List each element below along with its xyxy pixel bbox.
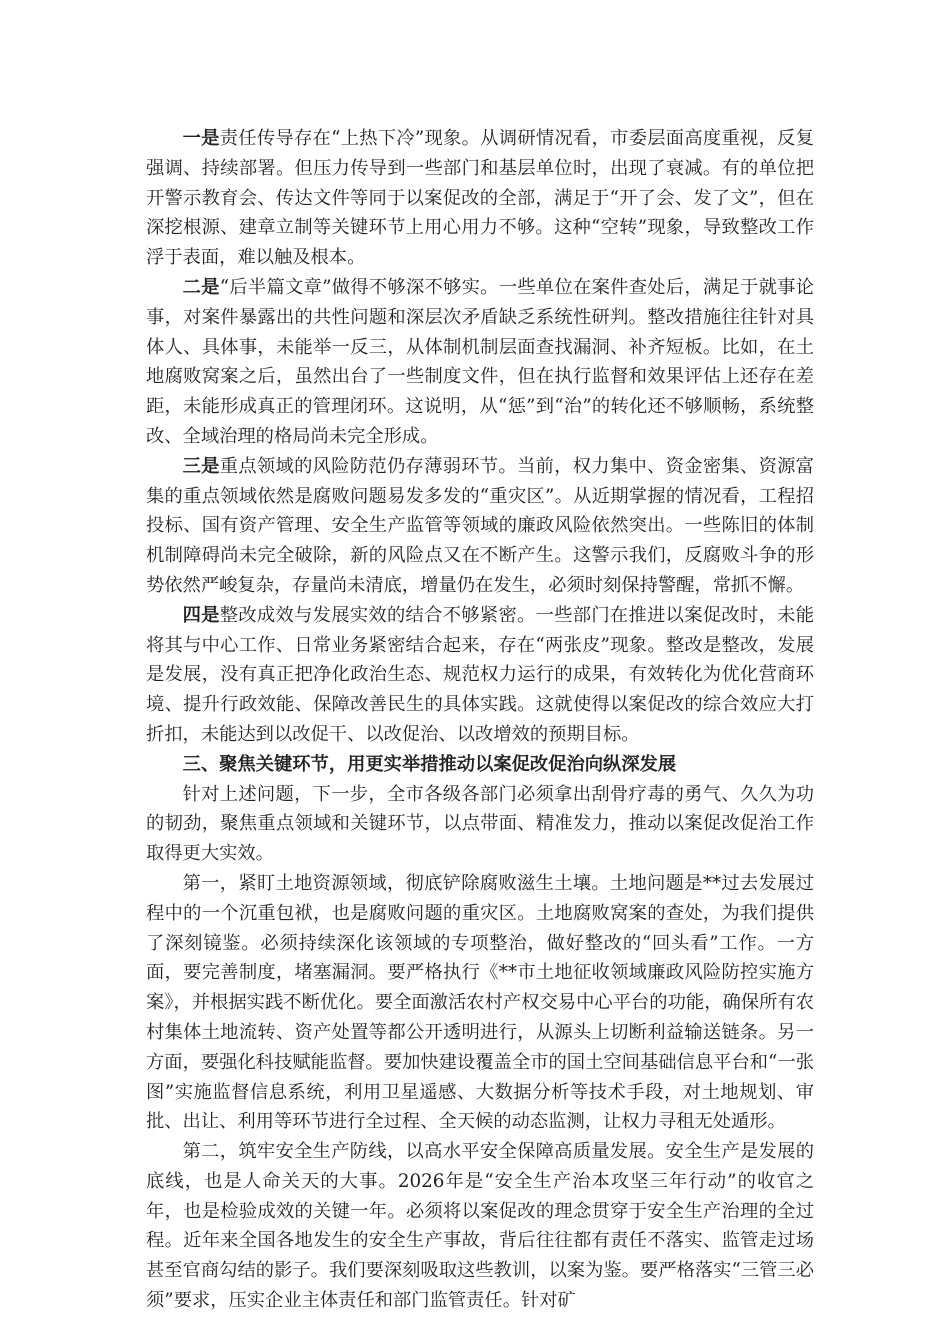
paragraph-1-text: 责任传导存在“上热下冷”现象。从调研情况看，市委层面高度重视，反复强调、持续部署。但压力传导到一些部门和基层单位时，出现了衰减。有的单位把开警示教育会、传达文件等同于以案促改的全部，满足于“开了会、发了文”，但在深挖根源、建章立制等关键环节上用心用力不够。这种“空转”现象，导致整改工作浮于表面，难以触及根本。 (146, 128, 814, 269)
paragraph-4-text: 整改成效与发展实效的结合不够紧密。一些部门在推进以案促改时，未能将其与中心工作、日常业务紧密结合起来，存在“两张皮”现象。整改是整改，发展是发展，没有真正把净化政治生态、规范权力运行的成果，有效转化为优化营商环境、提升行政效能、保障改善民生的具体实践。这就使得以案促改的综合效应大打折扣，未能达到以改促干、以改促治、以改增效的预期目标。 (146, 604, 815, 745)
paragraph-4-lead: 四是 (182, 604, 220, 626)
paragraph-1-lead: 一是 (182, 128, 220, 149)
body-paragraph-land: 第一，紧盯土地资源领域，彻底铲除腐败滋生土壤。土地问题是**过去发展过程中的一个沉重包袱，也是腐败问题的重灾区。土地腐败窝案的查处，为我们提供了深刻镜鉴。必须持续深化该领域的专项整治，做好整改的“回头看”工作。一方面，要完善制度，堵塞漏洞。要严格执行《**市土地征收领域廉政风险防控实施方案》，并根据实践不断优化。要全面激活农村产权交易中心平台的功能，确保所有农村集体土地流转、资产处置等都公开透明进行，从源头上切断利益输送链条。另一方面，要强化科技赋能监督。要加快建设覆盖全市的国土空间基础信息平台和“一张图”实施监督信息系统，利用卫星遥感、大数据分析等技术手段，对土地规划、审批、出让、利用等环节进行全过程、全天候的动态监测，让权力寻租无处遁形。 (146, 872, 814, 1133)
paragraph-2-lead: 二是 (182, 276, 220, 298)
paragraph-4 (146, 601, 814, 750)
paragraph-3-lead: 三是 (182, 455, 220, 477)
paragraph-1 (146, 124, 814, 273)
section-heading: 三、聚焦关键环节，用更实举措推动以案促改促治向纵深发展 (182, 753, 677, 775)
paragraph-3-text: 重点领域的风险防范仍存薄弱环节。当前，权力集中、资金密集、资源富集的重点领域依然是腐败问题易发多发的“重灾区”。从近期掌握的情况看，工程招投标、国有资产管理、安全生产监管等领域的廉政风险依然突出。一些陈旧的体制机制障碍尚未完全破除，新的风险点又在不断产生。这警示我们，反腐败斗争的形势依然严峻复杂，存量尚未清底，增量仍在发生，必须时刻保持警醒，常抓不懈。 (146, 455, 815, 596)
body-paragraph-intro: 针对上述问题，下一步，全市各级各部门必须拿出刮骨疗毒的勇气、久久为功的韧劲，聚焦重点领域和关键环节，以点带面、精准发力，推动以案促改促治工作取得更大实效。 (146, 783, 814, 865)
body-paragraph-safety: 第二，筑牢安全生产防线，以高水平安全保障高质量发展。安全生产是发展的底线，也是人命关天的大事。2026年是“安全生产治本攻坚三年行动”的收官之年，也是检验成效的关键一年。必须将以案促改的理念贯穿于安全生产治理的全过程。近年来全国各地发生的安全生产事故，背后往往都有责任不落实、监管走过场甚至官商勾结的影子。我们要深刻吸取这些教训，以案为鉴。要严格落实“三管三必须”要求，压实企业主体责任和部门监管责任。针对矿 (146, 1141, 814, 1312)
paragraph-2 (146, 273, 814, 452)
paragraph-2-text: “后半篇文章”做得不够深不够实。一些单位在案件查处后，满足于就事论事，对案件暴露出的共性问题和深层次矛盾缺乏系统性研判。整改措施往往针对具体人、具体事，未能举一反三，从体制机制层面查找漏洞、补齐短板。比如，在土地腐败窝案之后，虽然出台了一些制度文件，但在执行监督和效果评估上还存在差距，未能形成真正的管理闭环。这说明，从“惩”到“治”的转化还不够顺畅，系统整改、全域治理的格局尚未完全形成。 (146, 276, 814, 447)
paragraph-3 (146, 452, 814, 601)
document-page (146, 124, 814, 1316)
